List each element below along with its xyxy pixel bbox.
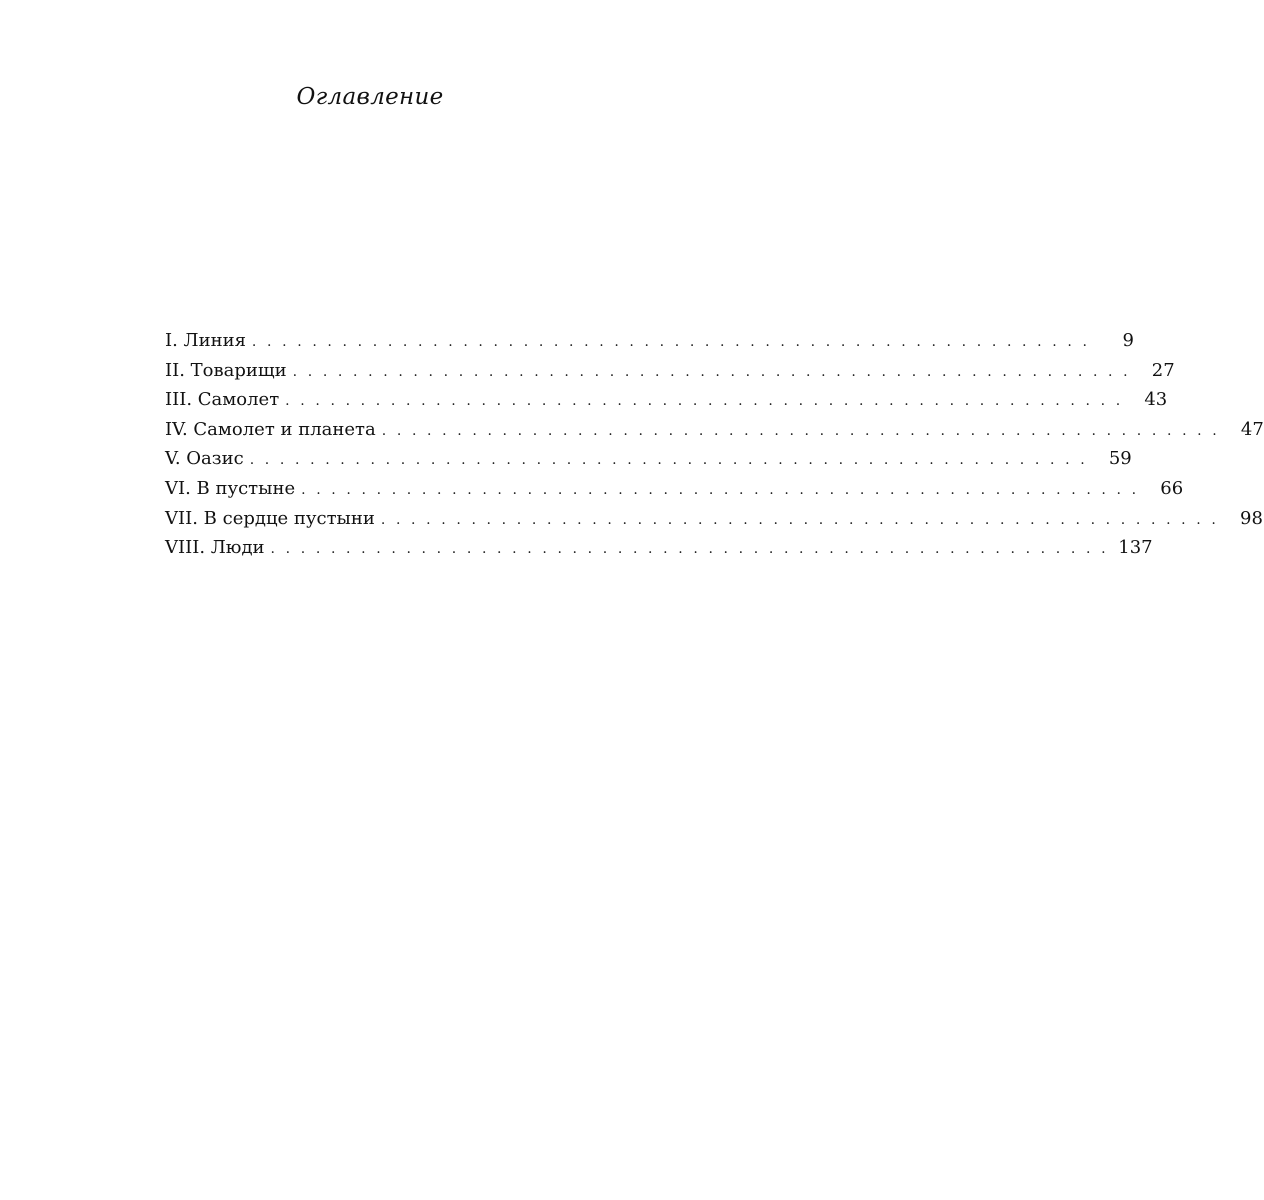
- toc-entry-label: I. Линия: [165, 330, 246, 351]
- dot-leader: . . . . . . . . . . . . . . . . . . . . . . . . . . . . . . . . . . . . . . . . . . . . . . . . . . . . . . . .: [285, 393, 1124, 410]
- toc-entry: [165, 385, 1168, 415]
- dot-leader: . . . . . . . . . . . . . . . . . . . . . . . . . . . . . . . . . . . . . . . . . . . . . . . . . . . . . . . .: [270, 541, 1109, 558]
- toc-entry: [165, 533, 1153, 563]
- toc-entry-label: VII. В сердце пустыни: [165, 507, 375, 529]
- toc-entry: [165, 474, 1184, 504]
- toc-entry-label: II. Товарищи: [165, 359, 287, 381]
- toc-entry-page: 66: [1160, 477, 1184, 499]
- toc-entry-label: III. Самолет: [165, 389, 280, 411]
- dot-leader: . . . . . . . . . . . . . . . . . . . . . . . . . . . . . . . . . . . . . . . . . . . . . . . . . . . . . . . .: [249, 452, 1088, 469]
- toc-entry-page: 98: [1240, 507, 1263, 529]
- toc-entry: [165, 326, 1134, 356]
- toc-entry-label: V. Оазис: [165, 448, 244, 470]
- toc-entry-label: IV. Самолет и планета: [165, 418, 376, 440]
- toc-entry-page: 27: [1151, 359, 1175, 381]
- dot-leader: . . . . . . . . . . . . . . . . . . . . . . . . . . . . . . . . . . . . . . . . . . . . . . . . . . . . . . . .: [292, 363, 1131, 380]
- toc-entry: [165, 356, 1175, 386]
- toc-list: [165, 326, 1264, 563]
- toc-entry: [165, 444, 1132, 474]
- toc-entry: [165, 504, 1263, 534]
- toc-entry: [165, 415, 1264, 445]
- toc-entry-label: VI. В пустыне: [165, 477, 296, 499]
- toc-entry-page: 59: [1108, 448, 1132, 470]
- toc-entry-page: 9: [1122, 330, 1134, 351]
- dot-leader: . . . . . . . . . . . . . . . . . . . . . . . . . . . . . . . . . . . . . . . . . . . . . . . . . . . . . . . .: [301, 481, 1140, 498]
- toc-title: Оглавление: [296, 84, 444, 110]
- toc-entry-page: 47: [1240, 418, 1264, 440]
- toc-entry-label: VIII. Люди: [165, 537, 265, 559]
- toc-entry-page: 43: [1144, 389, 1168, 411]
- dot-leader: . . . . . . . . . . . . . . . . . . . . . . . . . . . . . . . . . . . . . . . . . . . . . . . . . . . . . . . .: [251, 334, 1090, 350]
- toc-entry-page: 137: [1118, 537, 1153, 559]
- dot-leader: . . . . . . . . . . . . . . . . . . . . . . . . . . . . . . . . . . . . . . . . . . . . . . . . . . . . . . . .: [381, 422, 1220, 439]
- dot-leader: . . . . . . . . . . . . . . . . . . . . . . . . . . . . . . . . . . . . . . . . . . . . . . . . . . . . . . . .: [380, 511, 1219, 528]
